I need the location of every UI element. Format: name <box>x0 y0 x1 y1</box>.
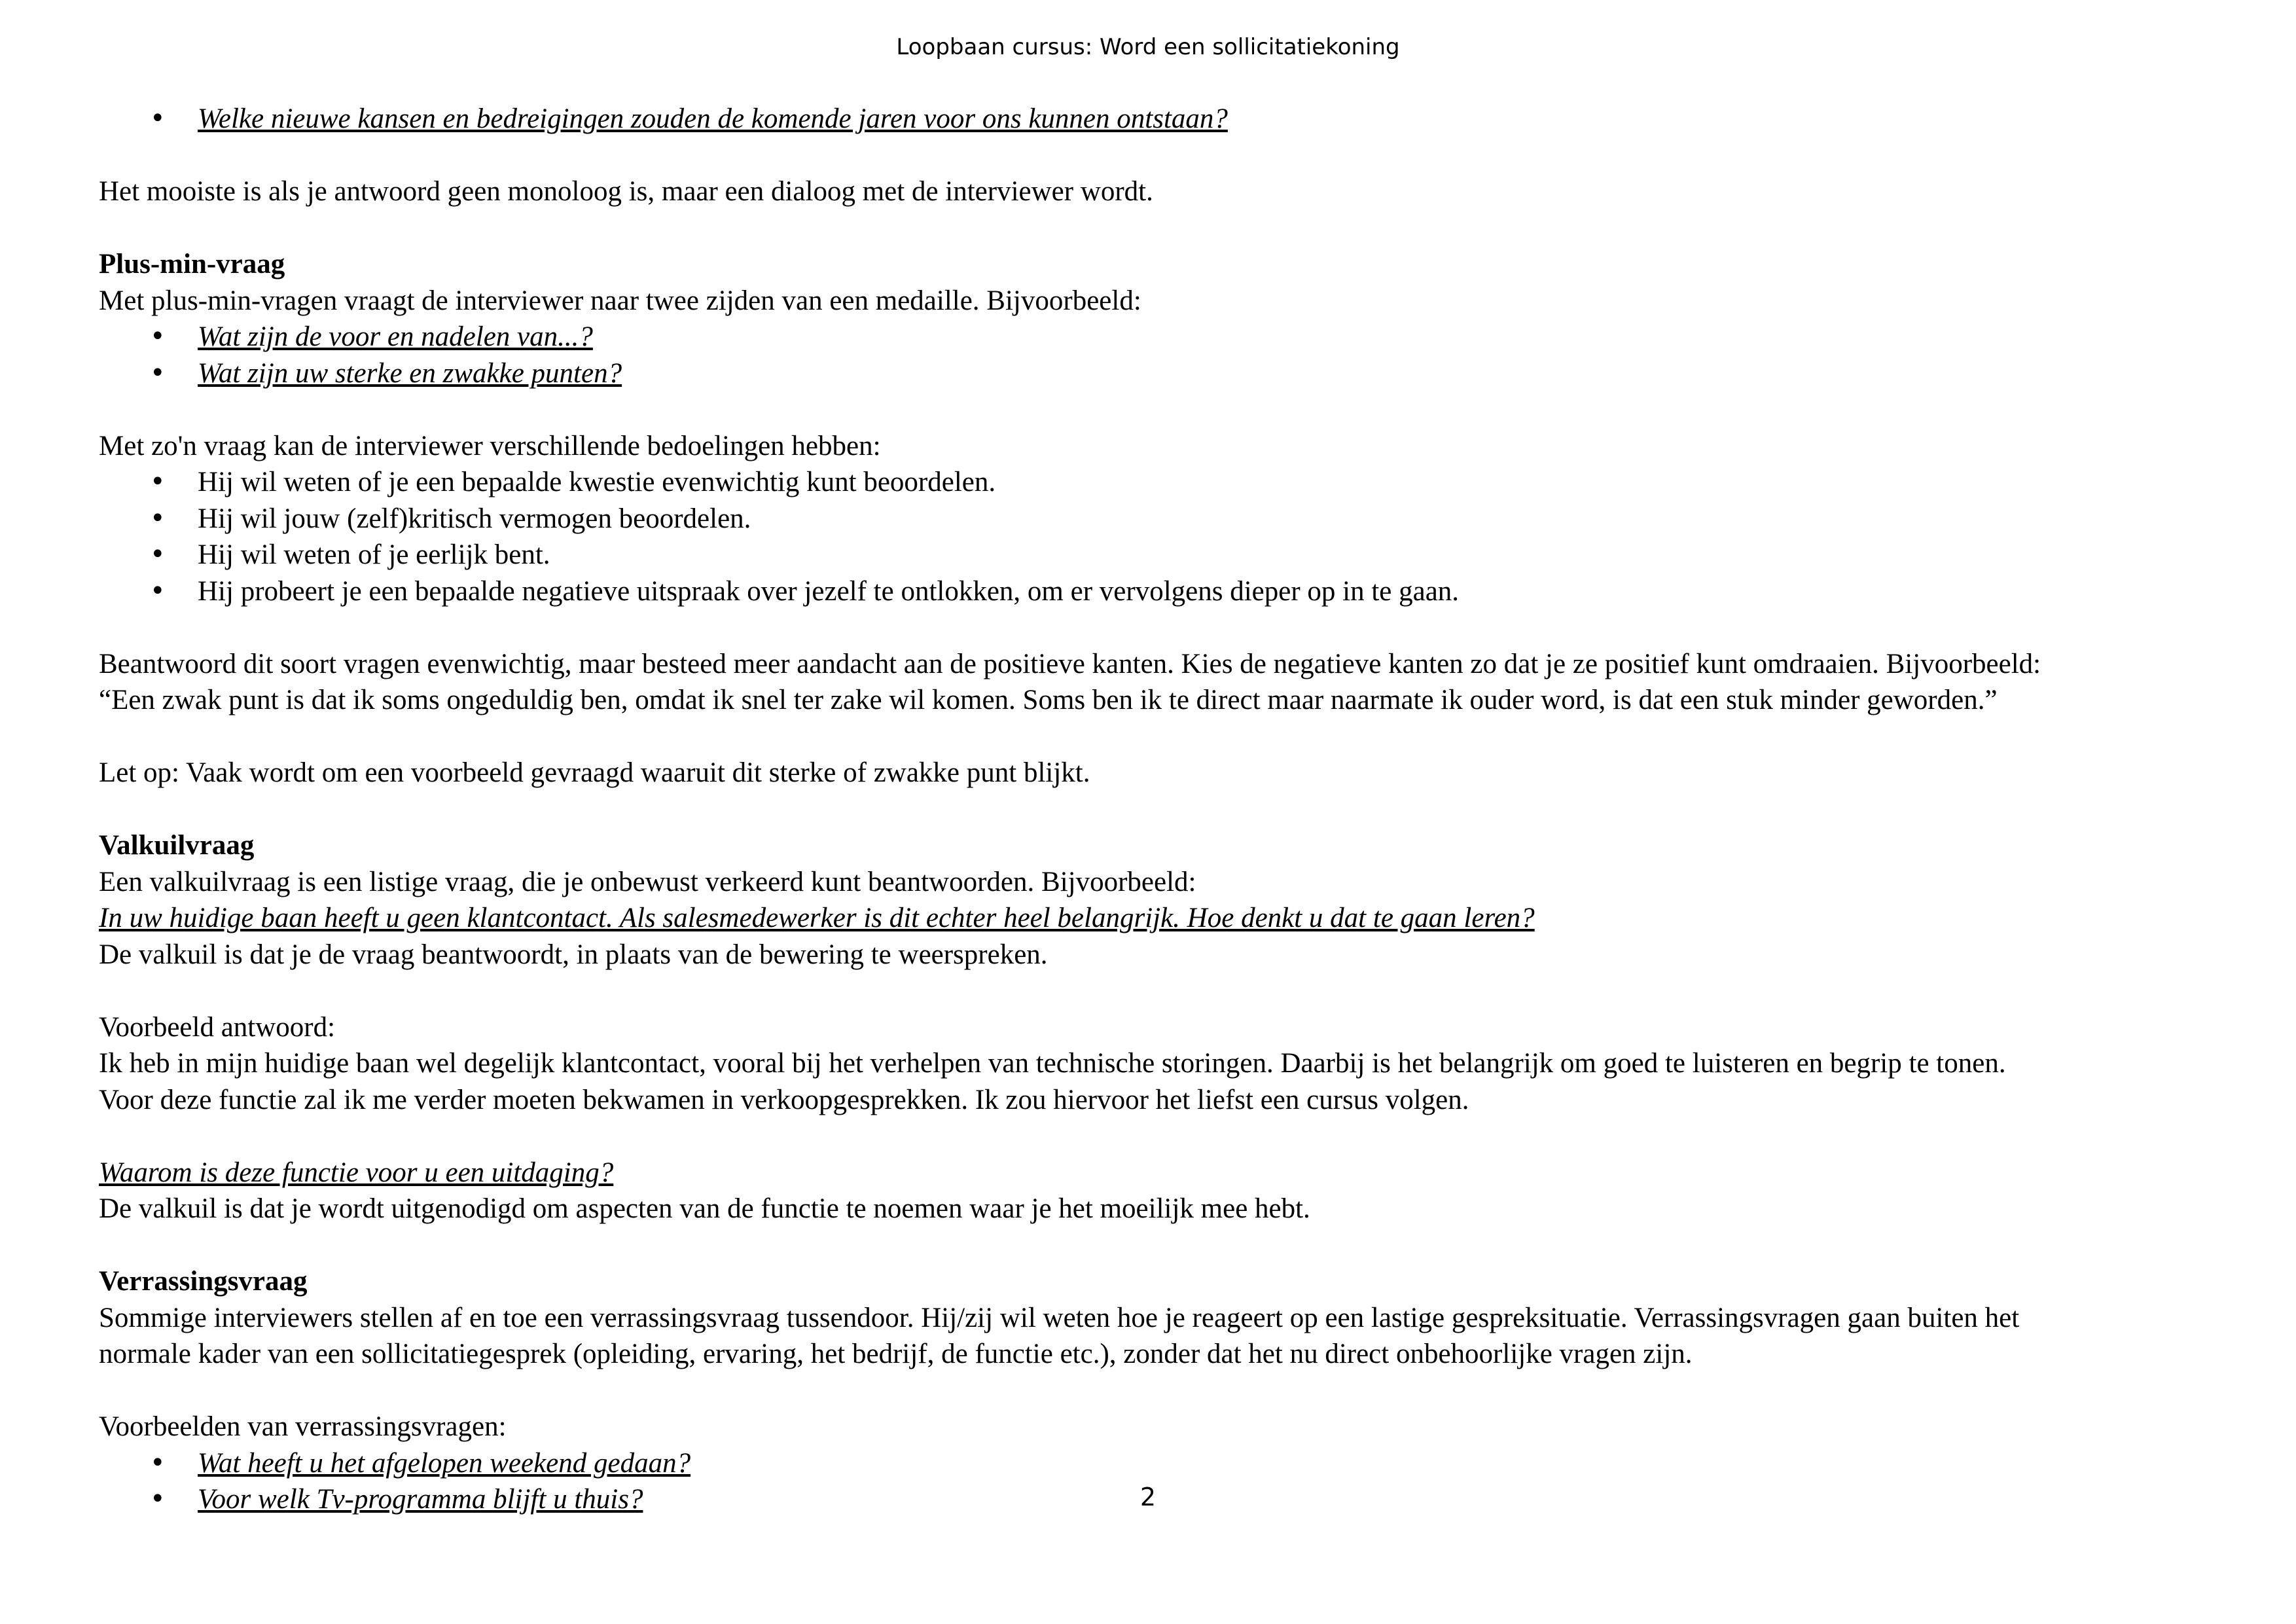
example-question: Waarom is deze functie voor u een uitdaging? <box>99 1157 614 1188</box>
verrassing-examples-intro: Voorbeelden van verrassingsvragen: <box>99 1411 507 1442</box>
example-question: Wat zijn uw sterke en zwakke punten? <box>198 357 622 389</box>
answer-line: Voor deze functie zal ik me verder moeten bekwamen in verkoopgesprekken. Ik zou hiervoor het liefst een cursus volgen. <box>99 1084 1469 1115</box>
plus-min-intro: Met plus-min-vragen vraagt de interviewer naar twee zijden van een medaille. Bijvoorbeeld: <box>99 285 1141 316</box>
list-item: • Hij wil jouw (zelf)kritisch vermogen beoordelen. <box>99 501 2226 537</box>
intro-paragraph: Het mooiste is als je antwoord geen monoloog is, maar een dialoog met de interviewer wordt. <box>99 176 1153 207</box>
example-question: Welke nieuwe kansen en bedreigingen zouden de komende jaren voor ons kunnen ontstaan? <box>198 103 1228 134</box>
intentions-list <box>99 464 2226 609</box>
verrassing-line: normale kader van een sollicitatiegesprek (opleiding, ervaring, het bedrijf, de functie etc.), zonder dat het nu direct onbehoorlijke vragen zijn. <box>99 1339 1693 1369</box>
plus-min-examples <box>99 319 2226 391</box>
advice-line: Beantwoord dit soort vragen evenwichtig, maar besteed meer aandacht aan de positieve kanten. Kies de negatieve kanten zo dat je ze positief kunt omdraaien. Bijvoorbeeld: <box>99 648 2041 679</box>
page-number: 2 <box>1139 1483 1157 1511</box>
answer-label: Voorbeeld antwoord: <box>99 1011 336 1043</box>
answer-line: Ik heb in mijn huidige baan wel degelijk klantcontact, vooral bij het verhelpen van technische storingen. Daarbij is het belangrijk om goed te luisteren en begrip te tonen. <box>99 1048 2006 1079</box>
valkuil-intro: Een valkuilvraag is een listige vraag, die je onbewust verkeerd kunt beantwoorden. Bijvoorbeeld: <box>99 866 1196 897</box>
list-item <box>99 355 2226 392</box>
list-item <box>99 1445 2226 1482</box>
section-heading-valkuil: Valkuilvraag <box>99 830 255 861</box>
example-question: Wat zijn de voor en nadelen van...? <box>198 321 593 352</box>
example-question: In uw huidige baan heeft u geen klantcontact. Als salesmedewerker is dit echter heel belangrijk. Hoe denkt u dat te gaan leren? <box>99 903 1535 933</box>
note-paragraph: Let op: Vaak wordt om een voorbeeld gevraagd waaruit dit sterke of zwakke punt blijkt. <box>99 757 1090 788</box>
list-item <box>99 319 2226 355</box>
section-heading-verrassing: Verrassingsvraag <box>99 1266 308 1297</box>
list-item <box>99 101 2226 137</box>
advice-quote: “Een zwak punt is dat ik soms ongeduldig ben, omdat ik snel ter zake wil komen. Soms ben ik te direct maar naarmate ik ouder word, is dat een stuk minder geworden.” <box>99 685 1998 715</box>
list-item: • Hij probeert je een bepaalde negatieve uitspraak over jezelf te ontlokken, om er vervolgens dieper op in te gaan. <box>99 573 2226 610</box>
section-heading-plus-min: Plus-min-vraag <box>99 249 285 280</box>
list-item: • Hij wil weten of je een bepaalde kwestie evenwichtig kunt beoordelen. <box>99 464 2226 501</box>
intentions-intro: Met zo'n vraag kan de interviewer verschillende bedoelingen hebben: <box>99 430 881 461</box>
list-item: • Hij wil weten of je eerlijk bent. <box>99 537 2226 573</box>
example-question: Voor welk Tv-programma blijft u thuis? <box>198 1484 643 1515</box>
example-question: Wat heeft u het afgelopen weekend gedaan? <box>198 1447 691 1479</box>
page-content <box>99 101 2226 1518</box>
verrassing-line: Sommige interviewers stellen af en toe een verrassingsvraag tussendoor. Hij/zij wil weten hoe je reageert op een lastige gespreksituatie. Verrassingsvragen gaan buiten het <box>99 1302 2020 1333</box>
valkuil-explanation: De valkuil is dat je de vraag beantwoordt, in plaats van de bewering te weerspreken. <box>99 939 1048 970</box>
valkuil-explanation: De valkuil is dat je wordt uitgenodigd om aspecten van de functie te noemen waar je het moeilijk mee hebt. <box>99 1193 1310 1224</box>
page-header: Loopbaan cursus: Word een sollicitatiekoning <box>896 34 1400 60</box>
top-question-list <box>99 101 2226 137</box>
